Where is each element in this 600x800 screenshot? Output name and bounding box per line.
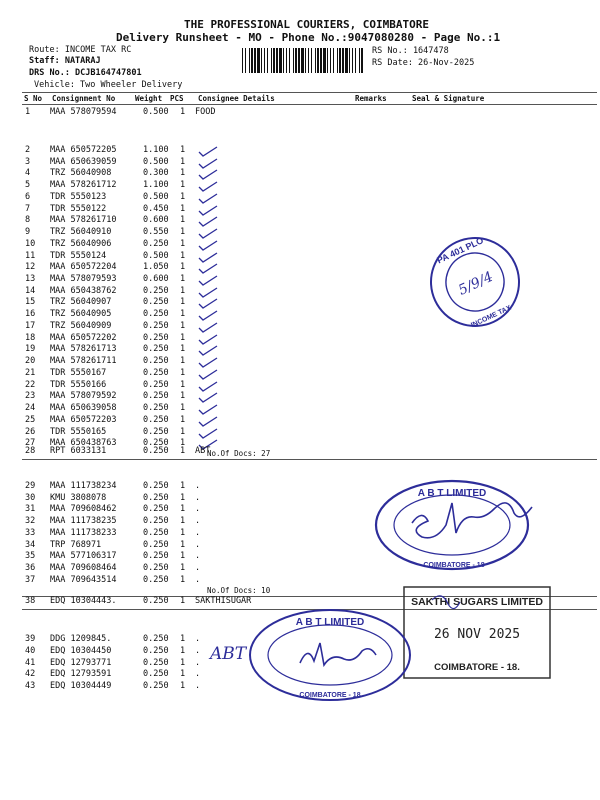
row-consignment-no: TRZ 56040906	[50, 238, 112, 249]
row-weight: 0.600	[143, 215, 169, 226]
row-sno: 29	[25, 481, 36, 491]
row-sno: 20	[25, 356, 36, 367]
row-sno: 21	[25, 367, 36, 378]
row-consignment-no: TDR 5550167	[50, 367, 107, 378]
row-consignment-no: EDQ 10304449	[50, 681, 112, 691]
row-sno: 37	[25, 574, 36, 585]
table-row	[0, 204, 600, 216]
row-consignment-no: MAA 111738234	[50, 481, 117, 491]
table-row	[0, 380, 600, 392]
row-weight: 0.450	[143, 203, 169, 214]
row-weight: 0.250	[143, 657, 169, 668]
row-weight: 0.500	[143, 107, 169, 117]
col-seal-signature: Seal & Signature	[412, 94, 485, 103]
table-row	[0, 107, 600, 119]
row-weight: 0.500	[143, 191, 169, 202]
row-consignee: .	[195, 527, 201, 538]
row-pcs: 1	[180, 250, 186, 261]
row-pcs: 1	[180, 145, 186, 155]
row-sno: 43	[25, 681, 36, 691]
row-consignee: SAKTHISUGAR	[195, 596, 252, 606]
table-row	[0, 180, 600, 192]
row-sno: 40	[25, 645, 36, 656]
row-consignee: .	[195, 657, 201, 668]
row-pcs: 1	[180, 551, 186, 562]
row-sno: 18	[25, 332, 36, 343]
row-consignment-no: MAA 650572205	[50, 145, 117, 155]
row-consignment-no: MAA 650639059	[50, 156, 117, 167]
row-weight: 0.250	[143, 681, 169, 691]
row-consignment-no: RPT 6033131	[50, 446, 107, 456]
col-pcs: PCS	[170, 94, 184, 103]
row-sno: 42	[25, 669, 36, 680]
row-consignment-no: MAA 578261711	[50, 356, 117, 367]
row-sno: 2	[25, 145, 31, 155]
table-row	[0, 356, 600, 368]
row-weight: 0.250	[143, 446, 169, 456]
row-pcs: 1	[180, 309, 186, 320]
row-sno: 19	[25, 344, 36, 355]
row-pcs: 1	[180, 367, 186, 378]
row-consignment-no: MAA 577106317	[50, 551, 117, 562]
barcode	[242, 48, 364, 73]
row-pcs: 1	[180, 562, 186, 573]
table-row	[0, 403, 600, 415]
table-row	[0, 427, 600, 439]
row-consignment-no: TRP 768971	[50, 539, 102, 550]
row-sno: 9	[25, 227, 31, 238]
row-sno: 10	[25, 238, 36, 249]
row-weight: 0.300	[143, 168, 169, 179]
row-pcs: 1	[180, 634, 186, 644]
route-label: Route: INCOME TAX RC	[29, 45, 132, 55]
table-row	[0, 368, 600, 380]
col-sno: S No	[24, 94, 43, 103]
header-divider-bottom	[22, 104, 597, 105]
row-sno: 13	[25, 274, 36, 285]
row-weight: 0.250	[143, 539, 169, 550]
row-sno: 31	[25, 504, 36, 515]
rs-date: RS Date: 26-Nov-2025	[372, 58, 475, 68]
row-weight: 1.100	[143, 145, 169, 155]
row-weight: 0.250	[143, 320, 169, 331]
row-weight: 0.250	[143, 492, 169, 503]
bottom-stamp-bottom-text: COIMBATORE - 18	[299, 692, 361, 699]
row-pcs: 1	[180, 168, 186, 179]
row-pcs: 1	[180, 669, 186, 680]
row-consignment-no: MAA 650639058	[50, 403, 117, 414]
row-pcs: 1	[180, 403, 186, 414]
row-pcs: 1	[180, 391, 186, 402]
row-consignee: .	[195, 574, 201, 585]
row-pcs: 1	[180, 107, 186, 117]
row-sno: 22	[25, 379, 36, 390]
row-consignee: .	[195, 481, 201, 491]
row-pcs: 1	[180, 492, 186, 503]
row-weight: 0.250	[143, 332, 169, 343]
row-weight: 1.050	[143, 262, 169, 273]
row-pcs: 1	[180, 262, 186, 273]
row-consignee: .	[195, 516, 201, 527]
row-consignment-no: TDR 5550165	[50, 426, 107, 437]
row-consignment-no: TDR 5550122	[50, 203, 107, 214]
row-weight: 0.250	[143, 238, 169, 249]
bottom-signature	[300, 643, 376, 665]
row-pcs: 1	[180, 156, 186, 167]
row-sno: 25	[25, 414, 36, 425]
row-weight: 0.250	[143, 574, 169, 585]
row-pcs: 1	[180, 596, 186, 606]
row-pcs: 1	[180, 527, 186, 538]
row-sno: 12	[25, 262, 36, 273]
row-weight: 0.550	[143, 227, 169, 238]
row-pcs: 1	[180, 446, 186, 456]
row-sno: 11	[25, 250, 36, 261]
row-weight: 0.250	[143, 562, 169, 573]
row-weight: 0.250	[143, 391, 169, 402]
docs-count: No.Of Docs: 27	[207, 449, 271, 459]
row-sno: 28	[25, 446, 36, 456]
row-pcs: 1	[180, 356, 186, 367]
row-sno: 23	[25, 391, 36, 402]
row-consignee: ABT	[195, 446, 211, 456]
row-consignment-no: MAA 650572202	[50, 332, 117, 343]
row-sno: 4	[25, 168, 31, 179]
row-pcs: 1	[180, 681, 186, 691]
row-sno: 16	[25, 309, 36, 320]
row-weight: 1.100	[143, 180, 169, 191]
row-consignment-no: MAA 578261710	[50, 215, 117, 226]
row-consignment-no: MAA 650572204	[50, 262, 117, 273]
row-consignee: .	[195, 551, 201, 562]
row-consignee: .	[195, 645, 201, 656]
row-pcs: 1	[180, 274, 186, 285]
table-row	[0, 145, 600, 157]
row-sno: 7	[25, 203, 31, 214]
group-divider	[22, 459, 597, 460]
row-consignment-no: EDQ 12793591	[50, 669, 112, 680]
row-consignee: FOOD	[195, 107, 216, 117]
col-consignee: Consignee Details	[198, 94, 275, 103]
table-row	[0, 446, 600, 458]
row-consignee: .	[195, 669, 201, 680]
row-weight: 0.250	[143, 356, 169, 367]
row-consignment-no: KMU 3808078	[50, 492, 107, 503]
sakthi-sugars-stamp	[402, 585, 552, 680]
row-pcs: 1	[180, 180, 186, 191]
row-weight: 0.250	[143, 634, 169, 644]
table-row	[0, 168, 600, 180]
row-weight: 0.250	[143, 367, 169, 378]
row-weight: 0.250	[143, 645, 169, 656]
row-pcs: 1	[180, 227, 186, 238]
row-weight: 0.500	[143, 250, 169, 261]
row-pcs: 1	[180, 539, 186, 550]
row-pcs: 1	[180, 504, 186, 515]
row-weight: 0.250	[143, 504, 169, 515]
row-consignment-no: MAA 650438762	[50, 285, 117, 296]
row-sno: 14	[25, 285, 36, 296]
staff-label: Staff: NATARAJ	[29, 56, 101, 66]
row-consignment-no: MAA 578261713	[50, 344, 117, 355]
sakthi-stamp-date: 26 NOV 2025	[433, 627, 521, 642]
row-consignment-no: MAA 578261712	[50, 180, 117, 191]
table-row	[0, 333, 600, 345]
company-title: THE PROFESSIONAL COURIERS, COIMBATORE	[184, 18, 430, 31]
row-consignment-no: MAA 578079593	[50, 274, 117, 285]
row-consignment-no: TRZ 56040908	[50, 168, 112, 179]
row-pcs: 1	[180, 657, 186, 668]
row-consignee: .	[195, 562, 201, 573]
row-pcs: 1	[180, 191, 186, 202]
row-pcs: 1	[180, 320, 186, 331]
row-sno: 5	[25, 180, 31, 191]
row-pcs: 1	[180, 285, 186, 296]
row-consignment-no: EDQ 10304443.	[50, 596, 117, 606]
row-consignee: .	[195, 492, 201, 503]
table-row	[0, 391, 600, 403]
row-consignment-no: TRZ 56040905	[50, 309, 112, 320]
row-consignment-no: EDQ 10304450	[50, 645, 112, 656]
table-row	[0, 415, 600, 427]
row-consignment-no: TRZ 56040910	[50, 227, 112, 238]
row-sno: 35	[25, 551, 36, 562]
row-weight: 0.250	[143, 379, 169, 390]
table-row	[0, 344, 600, 356]
row-consignee: .	[195, 504, 201, 515]
abt-stamp-bottom-text: COIMBATORE - 18	[423, 562, 485, 569]
col-remarks: Remarks	[355, 94, 387, 103]
runsheet-subtitle: Delivery Runsheet - MO - Phone No.:9047080280 - Page No.:1	[116, 31, 501, 44]
docs-count: No.Of Docs: 10	[207, 585, 271, 595]
bottom-stamp-top-text: A B T LIMITED	[295, 617, 365, 628]
row-consignment-no: MAA 650572203	[50, 414, 117, 425]
row-sno: 26	[25, 426, 36, 437]
row-consignment-no: MAA 709643514	[50, 574, 117, 585]
round-seal-handwritten: 5/9/4	[456, 268, 496, 299]
abt-handwritten: ABT	[210, 644, 247, 664]
row-consignment-no: TDR 5550123	[50, 191, 107, 202]
table-row	[0, 192, 600, 204]
round-seal-stamp	[425, 232, 525, 332]
row-pcs: 1	[180, 238, 186, 249]
row-weight: 0.250	[143, 344, 169, 355]
round-seal-bottom-text: INCOME TAX	[470, 304, 513, 330]
row-pcs: 1	[180, 297, 186, 308]
row-sno: 6	[25, 191, 31, 202]
row-sno: 8	[25, 215, 31, 226]
row-sno: 1	[25, 107, 31, 117]
row-pcs: 1	[180, 574, 186, 585]
row-sno: 27	[25, 438, 36, 449]
row-weight: 0.250	[143, 309, 169, 320]
sakthi-company-name: SAKTHI SUGARS LIMITED	[411, 596, 543, 608]
row-consignment-no: DDG 1209845.	[50, 634, 112, 644]
round-seal-top-text: PA 401 PLO	[435, 235, 485, 266]
abt-stamp-top-text: A B T LIMITED	[417, 488, 487, 499]
row-pcs: 1	[180, 414, 186, 425]
row-pcs: 1	[180, 426, 186, 437]
row-sno: 39	[25, 634, 36, 644]
table-row	[0, 157, 600, 169]
row-pcs: 1	[180, 481, 186, 491]
row-weight: 0.250	[143, 297, 169, 308]
row-weight: 0.250	[143, 481, 169, 491]
col-weight: Weight	[135, 94, 163, 103]
row-pcs: 1	[180, 332, 186, 343]
row-weight: 0.250	[143, 516, 169, 527]
row-pcs: 1	[180, 379, 186, 390]
row-pcs: 1	[180, 215, 186, 226]
row-sno: 38	[25, 596, 36, 606]
row-weight: 0.250	[143, 403, 169, 414]
row-pcs: 1	[180, 344, 186, 355]
row-consignment-no: MAA 578079592	[50, 391, 117, 402]
row-weight: 0.250	[143, 527, 169, 538]
row-weight: 0.250	[143, 669, 169, 680]
abt-oval-stamp	[372, 475, 572, 575]
row-sno: 3	[25, 156, 31, 167]
row-consignment-no: TRZ 56040907	[50, 297, 112, 308]
row-consignment-no: TDR 5550166	[50, 379, 107, 390]
row-pcs: 1	[180, 438, 186, 449]
row-consignee: .	[195, 539, 201, 550]
row-consignment-no: MAA 578079594	[50, 107, 117, 117]
row-weight: 0.250	[143, 596, 169, 606]
table-row	[0, 215, 600, 227]
drs-number: DRS No.: DCJB164747801	[29, 68, 142, 78]
row-consignee: .	[195, 681, 201, 691]
row-sno: 33	[25, 527, 36, 538]
row-consignment-no: MAA 709608464	[50, 562, 117, 573]
vehicle-label: Vehicle: Two Wheeler Delivery	[34, 80, 183, 90]
row-consignment-no: MAA 650438763	[50, 438, 117, 449]
rs-number: RS No.: 1647478	[372, 46, 449, 56]
row-consignee: .	[195, 634, 201, 644]
row-sno: 24	[25, 403, 36, 414]
row-sno: 41	[25, 657, 36, 668]
row-sno: 36	[25, 562, 36, 573]
row-weight: 0.250	[143, 414, 169, 425]
row-weight: 0.600	[143, 274, 169, 285]
row-pcs: 1	[180, 645, 186, 656]
sakthi-stamp-city: COIMBATORE - 18.	[434, 662, 520, 673]
bottom-oval-stamp	[245, 605, 415, 705]
row-consignment-no: TDR 5550124	[50, 250, 107, 261]
row-sno: 30	[25, 492, 36, 503]
row-weight: 0.250	[143, 285, 169, 296]
row-sno: 34	[25, 539, 36, 550]
row-pcs: 1	[180, 516, 186, 527]
row-pcs: 1	[180, 203, 186, 214]
header-divider-top	[22, 92, 597, 93]
row-sno: 32	[25, 516, 36, 527]
row-consignment-no: MAA 709608462	[50, 504, 117, 515]
row-sno: 17	[25, 320, 36, 331]
row-weight: 0.500	[143, 156, 169, 167]
abt-signature	[412, 503, 532, 538]
row-consignment-no: EDQ 12793771	[50, 657, 112, 668]
row-weight: 0.250	[143, 551, 169, 562]
row-weight: 0.250	[143, 438, 169, 449]
row-consignment-no: MAA 111738233	[50, 527, 117, 538]
col-consignment: Consignment No	[52, 94, 116, 103]
row-consignment-no: TRZ 56040909	[50, 320, 112, 331]
row-consignment-no: MAA 111738235	[50, 516, 117, 527]
row-sno: 15	[25, 297, 36, 308]
row-weight: 0.250	[143, 426, 169, 437]
